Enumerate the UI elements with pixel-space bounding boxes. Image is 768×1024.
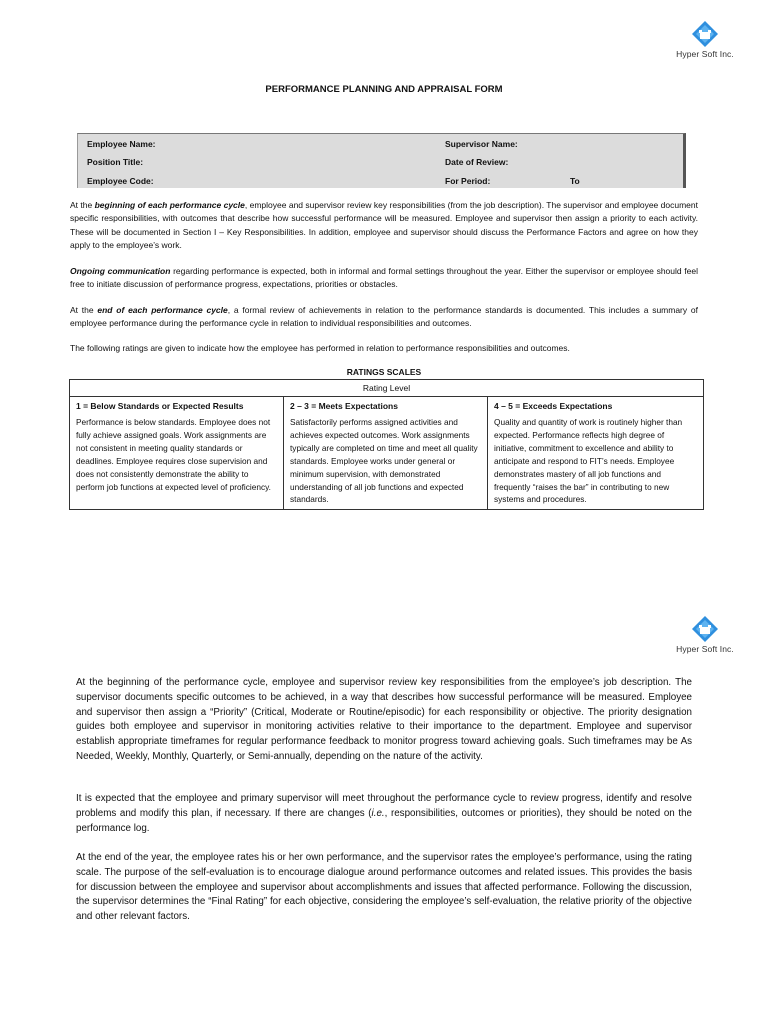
rating-heading-3: 4 – 5 = Exceeds Expectations [488, 397, 704, 415]
diamond-logo-icon [691, 20, 719, 48]
form-title: PERFORMANCE PLANNING AND APPRAISAL FORM [265, 84, 503, 95]
company-logo [660, 20, 750, 59]
text-run: regarding performance is expected, both in informal and formal settings throughout the year. Either the supervisor or employee should feel free to initiate discussion of performance progress, expectations, priorities or obstacles. [70, 266, 698, 290]
table-row [70, 414, 704, 510]
employee-name-label: Employee Name: [87, 139, 156, 149]
date-of-review-label: Date of Review: [445, 157, 509, 167]
intro-paragraph-2 [70, 265, 698, 292]
for-period-label: For Period: [445, 176, 491, 186]
rating-desc-3: Quality and quantity of work is routinely higher than expected. Performance reflects high degree of initiative, commitment to excellence and ability to anticipate and respond to FIT’s needs. Employee demonstrates mastery of all job functions and frequently “raises the bar” in contributing to new systems and procedures. [488, 414, 704, 510]
text-run: At the [70, 200, 95, 210]
position-title-label: Position Title: [87, 157, 144, 167]
page2-paragraph-2 [76, 792, 692, 836]
employee-code-label: Employee Code: [87, 176, 154, 186]
diamond-logo-icon [691, 615, 719, 643]
rating-level-header: Rating Level [70, 380, 704, 397]
period-to-label: To [570, 176, 580, 186]
supervisor-name-label: Supervisor Name: [445, 139, 518, 149]
page2-paragraph-3: At the end of the year, the employee rates his or her own performance, and the supervisor rates the employee’s performance, using the rating scale. The purpose of the self-evaluation is to encourage dialogue around performance outcomes and related issues. This provides the basis for discussion between the employee and supervisor about accomplishments and issues that affected performance. Following the discussion, the supervisor determines the “Final Rating” for each objective, considering the employee’s self-evaluation, the relative priority of the objective and other relevant factors. [76, 852, 692, 923]
emphasis: beginning of each performance cycle [94, 200, 245, 210]
text-run: , responsibilities, outcomes or priorities), they should be noted on the performance log. [76, 807, 692, 834]
ratings-title: RATINGS SCALES [346, 367, 422, 377]
table-row [70, 397, 704, 415]
emphasis: Ongoing communication [70, 266, 171, 276]
emphasis: end of each performance cycle [97, 305, 228, 315]
text-run: , a formal review of achievements in relation to the performance standards is documented. This includes a summary of employee performance during the performance cycle in relation to individual responsibilities and outcomes. [70, 305, 698, 329]
company-name: Hyper Soft Inc. [676, 49, 734, 59]
text-run: , employee and supervisor review key responsibilities (from the job description). The supervisor and employee document specific responsibilities, with outcomes that describe how successful performance will be measured. Employee and supervisor then assign a priority to each activity. These will be documented in Section I – Key Responsibilities. In addition, employee and supervisor should discuss the Performance Factors and agree on how they apply to the employee’s work. [70, 200, 698, 250]
company-logo [660, 615, 750, 654]
intro-paragraph-4: The following ratings are given to indicate how the employee has performed in relation to performance responsibilities and outcomes. [70, 343, 570, 353]
rating-desc-2: Satisfactorily performs assigned activities and achieves expected outcomes. Work assignments typically are completed on time and meet all quality standards. Employee works under general or minimum supervision, with demonstrated understanding of all job functions and expected standards. [284, 414, 488, 510]
rating-heading-2: 2 – 3 = Meets Expectations [284, 397, 488, 415]
page2-paragraph-1: At the beginning of the performance cycle, employee and supervisor review key responsibilities from the employee’s job description. The supervisor documents specific outcomes to be achieved, in a way that describes how successful performance will be measured. Employee and supervisor then assign a “Priority” (Critical, Moderate or Routine/episodic) for each responsibility or objective. The priority designation guides both employee and supervisor in monitoring activities relative to their importance to the department. Employee and supervisor establish appropriate timeframes for regular performance feedback to monitor progress toward achieving goals. Such timeframes may be As Needed, Weekly, Monthly, Quarterly, or Semi-annually, depending on the nature of the activity. [76, 677, 692, 762]
rating-heading-1: 1 = Below Standards or Expected Results [70, 397, 284, 415]
company-name: Hyper Soft Inc. [676, 644, 734, 654]
text-run: At the [70, 305, 98, 315]
intro-paragraph-3 [70, 304, 698, 331]
emphasis: i.e. [371, 807, 385, 819]
rating-desc-1: Performance is below standards. Employee does not fully achieve assigned goals. Work assignments are not consistent in meeting quality standards or deadlines. Employee requires close supervision and does not consistently demonstrate the ability to perform job functions at expected level of proficiency. [70, 414, 284, 510]
table-row [70, 380, 704, 397]
intro-paragraph-1 [70, 199, 698, 252]
ratings-table [69, 379, 704, 510]
employee-info-box [77, 133, 686, 188]
text-run: It is expected that the employee and primary supervisor will meet throughout the performance cycle to review progress, identify and resolve problems and modify this plan, if necessary. If there are changes ( [76, 793, 692, 819]
